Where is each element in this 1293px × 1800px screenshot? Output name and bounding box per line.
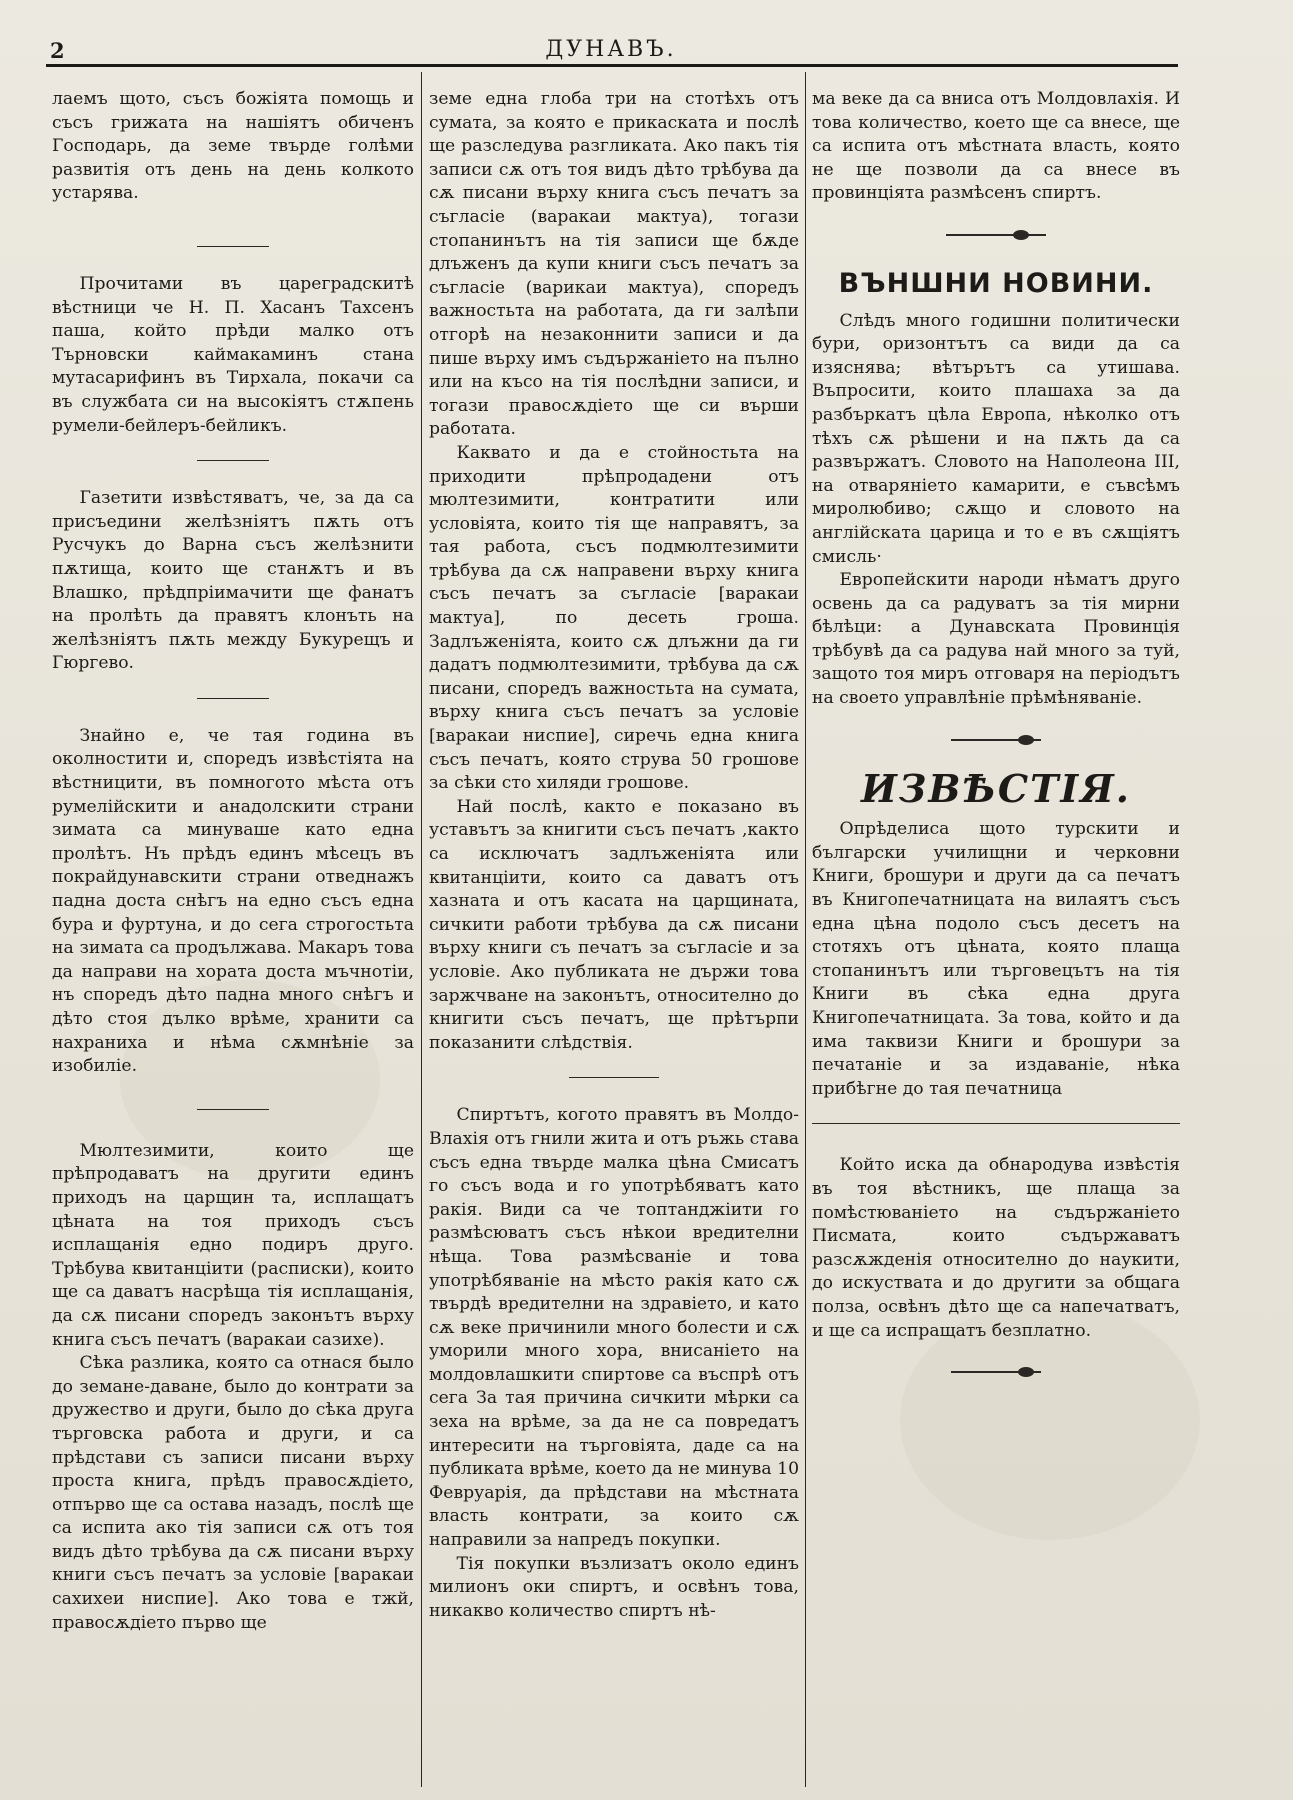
column-divider (805, 72, 806, 1787)
column-divider (421, 72, 422, 1787)
ornament-separator (951, 737, 1041, 743)
column-1 (52, 88, 414, 1768)
article-paragraph: Слѣдъ много годишни политически бури, оризонтътъ са види да са изяснява; вѣтърътъ са утишава. Въпросити, които плашаха за да разбъркатъ цѣла Европа, нѣколко отъ тѣхъ сѫ рѣшени и на пѫть да са развържатъ. Словото на Наполеона III, на отваряніето камарити, е съвсѣмъ миролюбиво; сѫщо и словото на англійската царица и то е въ сѫщіятъ смисль· (812, 310, 1180, 567)
article-paragraph: Опрѣделиса щото турскити и български училищни и черковни Книги, брошури и други да са печатъ въ Книгопечатницата на вилаятъ съсъ една цѣна подоло съсъ десетъ на стотяхъ отъ цѣната, която плаща стопанинътъ или търговецътъ на тія Книги въ сѣка една друга Книгопечатницата. За това, който и да има таквизи Книги и брошури за печатаніе и за издаваніе, нѣка прибѣгне до тая печатница (812, 819, 1180, 1099)
page-number: 2 (50, 38, 65, 63)
ornament-separator (946, 232, 1046, 238)
section-separator (197, 246, 269, 247)
article-paragraph: ма веке да са вниса отъ Молдовлахія. И това количество, което ще са внесе, ще са испита отъ мѣстната власть, която не ще позволи да са внесе въ провинціята размѣсенъ спиртъ. (812, 89, 1180, 204)
section-separator (197, 460, 269, 461)
article-paragraph: земе една глоба три на стотѣхъ отъ сумата, за която е прикаската и послѣ ще разследува разгликата. Ако пакъ тія записи сѫ отъ тоя видъ дѣто трѣбува да сѫ писани върху книга съсъ печатъ за съгласіе (варакаи мактуа), тогази стопанинътъ на тія записи ще бѫде длъженъ да купи книги съсъ печатъ за съгласіе (варикаи мактуа), споредъ важностьта на работата, да ги залѣпи отгорѣ на незаконнити записи и да пише върху имъ съдържаніето на пълно или на късо на тія послѣдни записи, и тогази правосѫдіето ще си върши работата. (429, 89, 799, 440)
article-paragraph: Сѣка разлика, която са отнася было до земане-даване, было до контрати за дружество и други, было до сѣка друга търговска работа и други, и са прѣдстави съ записи писани върху проста книга, прѣдъ правосѫдіето, отпърво ще са остава назадъ, послѣ ще са испита ако тія записи сѫ отъ тоя видъ дѣто трѣбува да сѫ писани върху книги съсъ печатъ за условіе [варакаи сахихеи ниспие]. Ако това е тжй, правосѫдіето първо ще (52, 1353, 414, 1633)
article-paragraph: Каквато и да е стойностьта на приходити прѣпродадени отъ мюлтезимити, контратити или условіята, които тія ще направятъ, за тая работа, съсъ подмюлтезимити трѣбува да сѫ направени върху книга съсъ печатъ за съгласіе [варакаи мактуа], по десеть гроша. Задлъженіята, които сѫ длъжни да ги дадатъ подмюлтезимити, трѣбува да сѫ писани, споредъ важностьта на сумата, върху книга съсъ печатъ за условіе [варакаи ниспие], сиречь една книга съсъ печатъ, която струва 50 грошове за сѣки сто хиляди грошове. (429, 442, 799, 794)
article-paragraph: Спиртътъ, когото правятъ въ Молдо-Влахія отъ гнили жита и отъ ръжь става съсъ една твърде малка цѣна Смисатъ го съсъ вода и го употрѣбяватъ като ракія. Види са че топтанджіити го размѣсюватъ съсъ нѣкои вредителни нѣща. Това размѣсваніе и това употрѣбяваніе на мѣсто ракія като сѫ твърдѣ вредителни на здравіето, и като сѫ веке причинили много болести и сѫ уморили много хора, внисаніето на молдовлашкити спиртове са въспрѣ отъ сега За тая причина сичкити мѣрки са зеха на врѣме, за да не са повредатъ интересити на търговіята, даде са на публиката врѣме, което да не минува 10 Февруарія, да прѣдстави на мѣстната власть контрати, за които сѫ направили за напредъ покупки. (429, 1105, 799, 1551)
article-paragraph: Най послѣ, както е показано въ уставътъ за книгити съсъ печатъ ,както са исключатъ задлъженіята или квитанціити, които са даватъ отъ хазната и отъ касата на царщината, сичкити работи трѣбува да сѫ писани върху книги съ печатъ за съгласіе и за условіе. Ако публиката не държи това заржчване на законътъ, относително до книгити съсъ печатъ, ще прѣтърпи показанити слѣдствія. (429, 796, 799, 1053)
masthead-title: ДУНАВЪ. (545, 37, 677, 62)
notices-heading: ИЗВѢСТІЯ. (861, 765, 1131, 811)
section-separator (569, 1077, 659, 1078)
article-paragraph: Който иска да обнародува извѣстія въ тоя вѣстникъ, ще плаща за помѣстюваніето на съдържаніето Писмата, които съдържаватъ разсѫжденія относително до наукити, до искуствата и до другити за общага полза, освѣнъ дѣто ще са напечатватъ, и ще са испращатъ безплатно. (812, 1155, 1180, 1341)
article-paragraph: Знайно е, че тая година въ околностити и, споредъ извѣстіята на вѣстницити, въ помногото мѣста отъ румелійскити и анадолскити страни зимата са минуваше като една пролѣтъ. Нъ прѣдъ единъ мѣсецъ въ покрайдунавскити страни отведнажъ падна доста снѣгъ на едно съсъ една бура и фуртуна, и до сега строгостьта на зимата са продължава. Макаръ това да направи на хората доста мъчнотіи, нъ споредъ дѣто падна много снѣгъ и дѣто стоя дълко врѣме, хранити са нахраниха и нѣма сѫмнѣніе за изобиліе. (52, 725, 414, 1077)
article-paragraph: Европейскити народи нѣматъ друго освень да са радуватъ за тія мирни бѣлѣци: а Дунавската Провинція трѣбувѣ да са радува най много за туй, защото тоя миръ отговаря на періодътъ на своето управлѣніе прѣмѣняваніе. (812, 570, 1180, 709)
article-paragraph: Газетити извѣстяватъ, че, за да са присъедини желѣзніятъ пѫть отъ Русчукъ до Варна съсъ желѣзнити пѫтища, които ще станѫтъ и въ Влашко, прѣдпріимачити ще фанатъ на пролѣть да правятъ клонъть на желѣзніятъ пѫть между Букурещъ и Гюргево. (52, 488, 414, 674)
column-2 (429, 88, 799, 1768)
header-rule (46, 64, 1178, 67)
section-rule (812, 1123, 1180, 1124)
section-separator (197, 698, 269, 699)
ornament-separator (951, 1369, 1041, 1375)
foreign-news-heading: ВЪНШНИ НОВИНИ. (838, 267, 1154, 299)
article-paragraph: Прочитами въ цареградскитѣ вѣстници че Н. П. Хасанъ Тахсенъ паша, който прѣди малко отъ Търновски каймакаминъ стана мутасарифинъ въ Тирхала, покачи са въ службата си на высокіятъ стѫпень румели-бейлеръ-бейликъ. (52, 273, 414, 436)
section-separator (197, 1109, 269, 1110)
page-header (46, 34, 1176, 64)
article-paragraph: Тія покупки възлизатъ около единъ милионъ оки спиртъ, и освѣнъ това, никакво количество спиртъ нѣ- (429, 1553, 799, 1621)
column-3 (812, 88, 1180, 1768)
article-paragraph: лаемъ щото, съсъ божіята помощь и съсъ грижата на нашіятъ обиченъ Господарь, да земе твърде голѣми развитія отъ день на день колкото устарява. (52, 89, 414, 204)
article-paragraph: Мюлтезимити, които ще прѣпродаватъ на другити единъ приходъ на царщин та, исплащатъ цѣната на тоя приходъ съсъ исплащанія едно подиръ друго. Трѣбува квитанціити (расписки), които ще са даватъ насрѣща тія исплащанія, да сѫ писани споредъ законътъ върху книга съсъ печатъ (варакаи сазихе). (52, 1140, 414, 1350)
